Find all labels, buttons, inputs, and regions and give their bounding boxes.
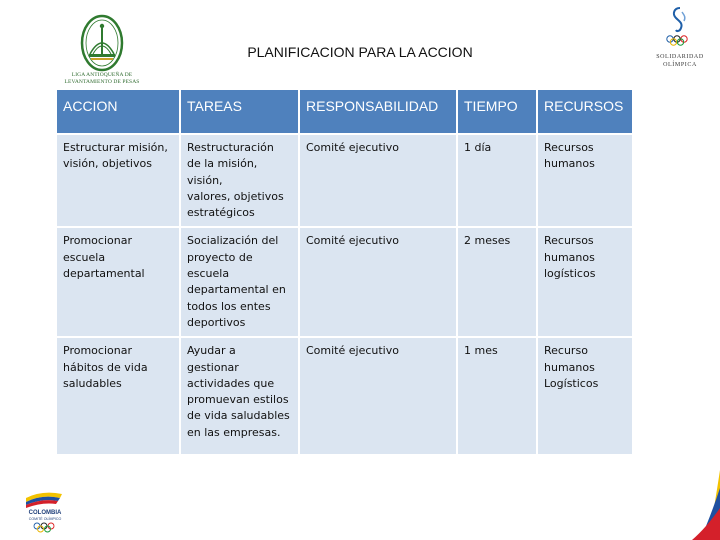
league-logo-text: LIGA ANTIOQUEÑA DE LEVANTAMIENTO DE PESAS xyxy=(64,72,140,85)
cell-accion xyxy=(56,227,180,337)
cell-text: Socialización del proyecto de escuela departamental en todos los entes deportivos xyxy=(187,234,286,329)
cell-tiempo xyxy=(457,134,537,227)
header-recursos: RECURSOS xyxy=(537,89,633,134)
cell-text: Recursos humanos logísticos xyxy=(544,234,596,281)
cell-recursos xyxy=(537,337,633,455)
cell-text: Comité ejecutivo xyxy=(306,234,399,248)
table-row xyxy=(56,134,633,227)
cell-recursos xyxy=(537,134,633,227)
table-row xyxy=(56,227,633,337)
solidaridad-text: SOLIDARIDAD xyxy=(656,54,704,60)
cell-text: Promocionar hábitos de vida saludables xyxy=(63,344,148,390)
cell-text: 2 meses xyxy=(464,234,511,248)
cell-tareas xyxy=(180,337,299,455)
cell-recursos xyxy=(537,227,633,337)
cell-text: Estructurar misión, visión, objetivos xyxy=(63,141,168,171)
header-tareas: TAREAS xyxy=(180,89,299,134)
olympic-solidarity-icon xyxy=(650,6,710,46)
table-header-row xyxy=(56,89,633,134)
olimpica-text: OLÍMPICA xyxy=(663,62,697,68)
cell-text: 1 día xyxy=(464,141,492,154)
cell-text: Restructuración de la misión, visión, valores, objetivos estratégicos xyxy=(187,141,284,220)
header-tiempo: TIEMPO xyxy=(457,89,537,134)
colombia-flag-icon xyxy=(20,484,70,534)
cell-text: Ayudar a gestionar actividades que promuevan estilos de vida saludables en las empresas. xyxy=(187,344,290,439)
decorative-stripes xyxy=(660,470,720,540)
cell-text: Promocionar escuela departamental xyxy=(63,234,145,281)
table-row xyxy=(56,337,633,455)
planning-table xyxy=(55,88,634,456)
colombia-text: COLOMBIA xyxy=(28,510,62,516)
page-title: PLANIFICACION PARA LA ACCION xyxy=(247,44,473,60)
cell-responsabilidad xyxy=(299,337,457,455)
cell-responsabilidad xyxy=(299,227,457,337)
cell-accion xyxy=(56,337,180,455)
cell-accion xyxy=(56,134,180,227)
cell-text: Recurso humanos Logísticos xyxy=(544,344,599,390)
cell-tiempo xyxy=(457,337,537,455)
colombia-olympic-logo xyxy=(20,484,70,534)
cell-text: Comité ejecutivo xyxy=(306,141,399,154)
header-accion: ACCION xyxy=(56,89,180,134)
cell-text: Recursos humanos xyxy=(544,141,595,171)
cell-tareas xyxy=(180,134,299,227)
solidaridad-olimpica-logo xyxy=(650,6,710,72)
cell-responsabilidad xyxy=(299,134,457,227)
cell-text: Comité ejecutivo xyxy=(306,344,399,358)
league-emblem-icon xyxy=(60,14,144,72)
header-responsabilidad: RESPONSABILIDAD xyxy=(299,89,457,134)
cell-text: 1 mes xyxy=(464,344,498,358)
comite-olimpico-text: COMITÉ OLÍMPICO xyxy=(28,517,62,521)
cell-tiempo xyxy=(457,227,537,337)
cell-tareas xyxy=(180,227,299,337)
